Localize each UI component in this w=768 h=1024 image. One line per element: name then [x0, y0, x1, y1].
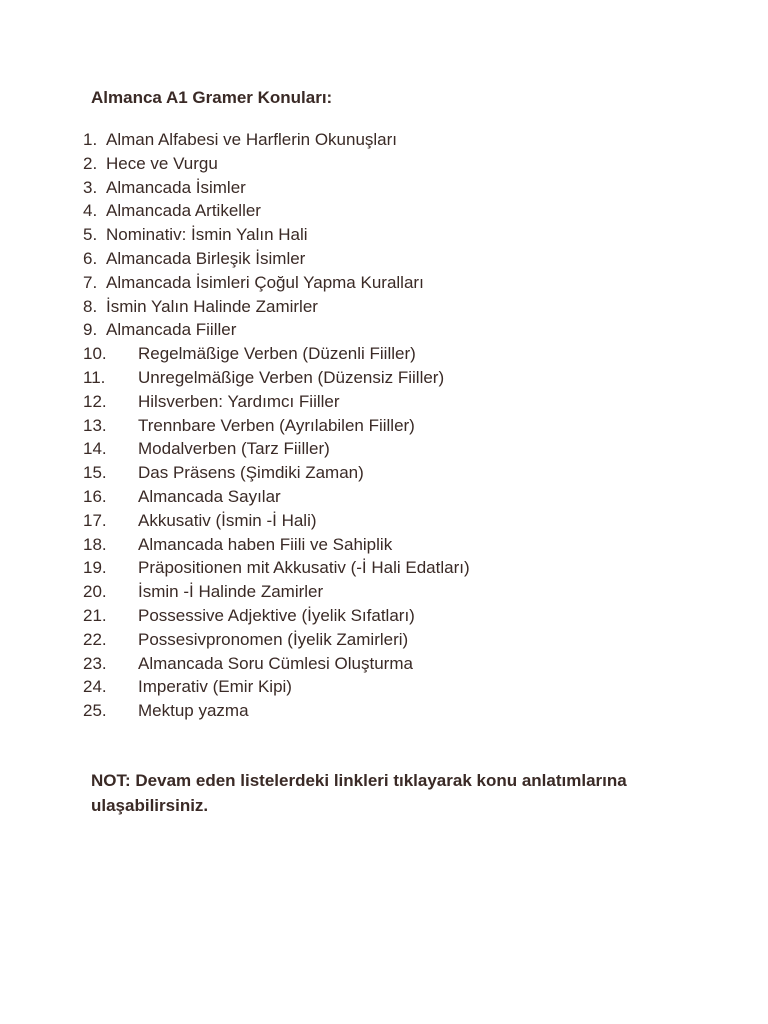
item-number: 6. [83, 248, 98, 268]
list-item[interactable] [0, 199, 768, 223]
list-item[interactable] [0, 318, 768, 342]
item-text: Hece ve Vurgu [106, 153, 218, 173]
item-number: 17. [83, 510, 107, 530]
list-item[interactable] [0, 366, 768, 390]
note-paragraph: NOT: Devam eden listelerdeki linkleri tıklayarak konu anlatımlarına ulaşabilirsiniz. [91, 771, 627, 815]
list-item[interactable] [0, 437, 768, 461]
item-text: Almancada Fiiller [106, 320, 237, 340]
item-number: 14. [83, 439, 107, 459]
list-item[interactable] [0, 176, 768, 200]
item-text: Possessive Adjektive (İyelik Sıfatları) [138, 605, 415, 625]
list-item[interactable] [0, 414, 768, 438]
list-item[interactable] [0, 509, 768, 533]
list-item[interactable] [0, 247, 768, 271]
list-item[interactable] [0, 580, 768, 604]
item-number: 15. [83, 463, 107, 483]
item-text: İsmin -İ Halinde Zamirler [138, 582, 324, 602]
list-item[interactable] [0, 556, 768, 580]
item-number: 23. [83, 653, 107, 673]
item-text: Akkusativ (İsmin -İ Hali) [138, 510, 317, 530]
item-text: Modalverben (Tarz Fiiller) [138, 439, 330, 459]
list-item[interactable] [0, 223, 768, 247]
list-item[interactable] [0, 604, 768, 628]
item-text: Almancada Artikeller [106, 201, 261, 221]
item-number: 12. [83, 391, 107, 411]
list-item[interactable] [0, 390, 768, 414]
item-number: 11. [83, 367, 106, 387]
list-item[interactable] [0, 128, 768, 152]
item-text: Possesivpronomen (İyelik Zamirleri) [138, 629, 409, 649]
item-text: İsmin Yalın Halinde Zamirler [106, 296, 318, 316]
list-item[interactable] [0, 675, 768, 699]
item-number: 2. [83, 153, 98, 173]
item-text: Trennbare Verben (Ayrılabilen Fiiller) [138, 415, 415, 435]
item-text: Nominativ: İsmin Yalın Hali [106, 225, 308, 245]
item-number: 19. [83, 558, 107, 578]
item-number: 24. [83, 677, 107, 697]
topic-list [0, 128, 768, 723]
list-item[interactable] [0, 533, 768, 557]
list-item[interactable] [0, 295, 768, 319]
item-number: 21. [83, 605, 107, 625]
item-number: 9. [83, 320, 98, 340]
item-text: Alman Alfabesi ve Harflerin Okunuşları [106, 130, 398, 149]
item-text: Almancada İsimleri Çoğul Yapma Kuralları [106, 272, 424, 292]
item-text: Almancada Sayılar [138, 486, 281, 506]
item-number: 22. [83, 629, 107, 649]
item-text: Das Präsens (Şimdiki Zaman) [138, 463, 364, 483]
item-text: Imperativ (Emir Kipi) [138, 677, 292, 697]
item-text: Almancada Soru Cümlesi Oluşturma [138, 653, 413, 673]
item-text: Hilsverben: Yardımcı Fiiller [138, 391, 340, 411]
item-text: Mektup yazma [138, 701, 249, 721]
list-item[interactable] [0, 652, 768, 676]
list-item[interactable] [0, 628, 768, 652]
list-item[interactable] [0, 485, 768, 509]
item-number: 18. [83, 534, 107, 554]
item-text: Präpositionen mit Akkusativ (-İ Hali Edatları) [138, 558, 470, 578]
item-text: Almancada Birleşik İsimler [106, 248, 306, 268]
item-number: 8. [83, 296, 98, 316]
document-title: Almanca A1 Gramer Konuları: [91, 88, 333, 107]
list-item[interactable] [0, 152, 768, 176]
item-text: Almancada İsimler [106, 177, 246, 197]
item-number: 7. [83, 272, 98, 292]
list-item[interactable] [0, 342, 768, 366]
item-number: 16. [83, 486, 107, 506]
item-number: 10. [83, 344, 107, 364]
item-number: 25. [83, 701, 107, 721]
item-number: 1. [83, 130, 98, 149]
item-number: 3. [83, 177, 98, 197]
item-text: Almancada haben Fiili ve Sahiplik [138, 534, 393, 554]
list-item[interactable] [0, 271, 768, 295]
item-text: Regelmäßige Verben (Düzenli Fiiller) [138, 344, 416, 364]
item-text: Unregelmäßige Verben (Düzensiz Fiiller) [138, 367, 445, 387]
list-item[interactable] [0, 699, 768, 723]
item-number: 20. [83, 582, 107, 602]
item-number: 13. [83, 415, 107, 435]
list-item[interactable] [0, 461, 768, 485]
item-number: 4. [83, 201, 98, 221]
item-number: 5. [83, 225, 98, 245]
